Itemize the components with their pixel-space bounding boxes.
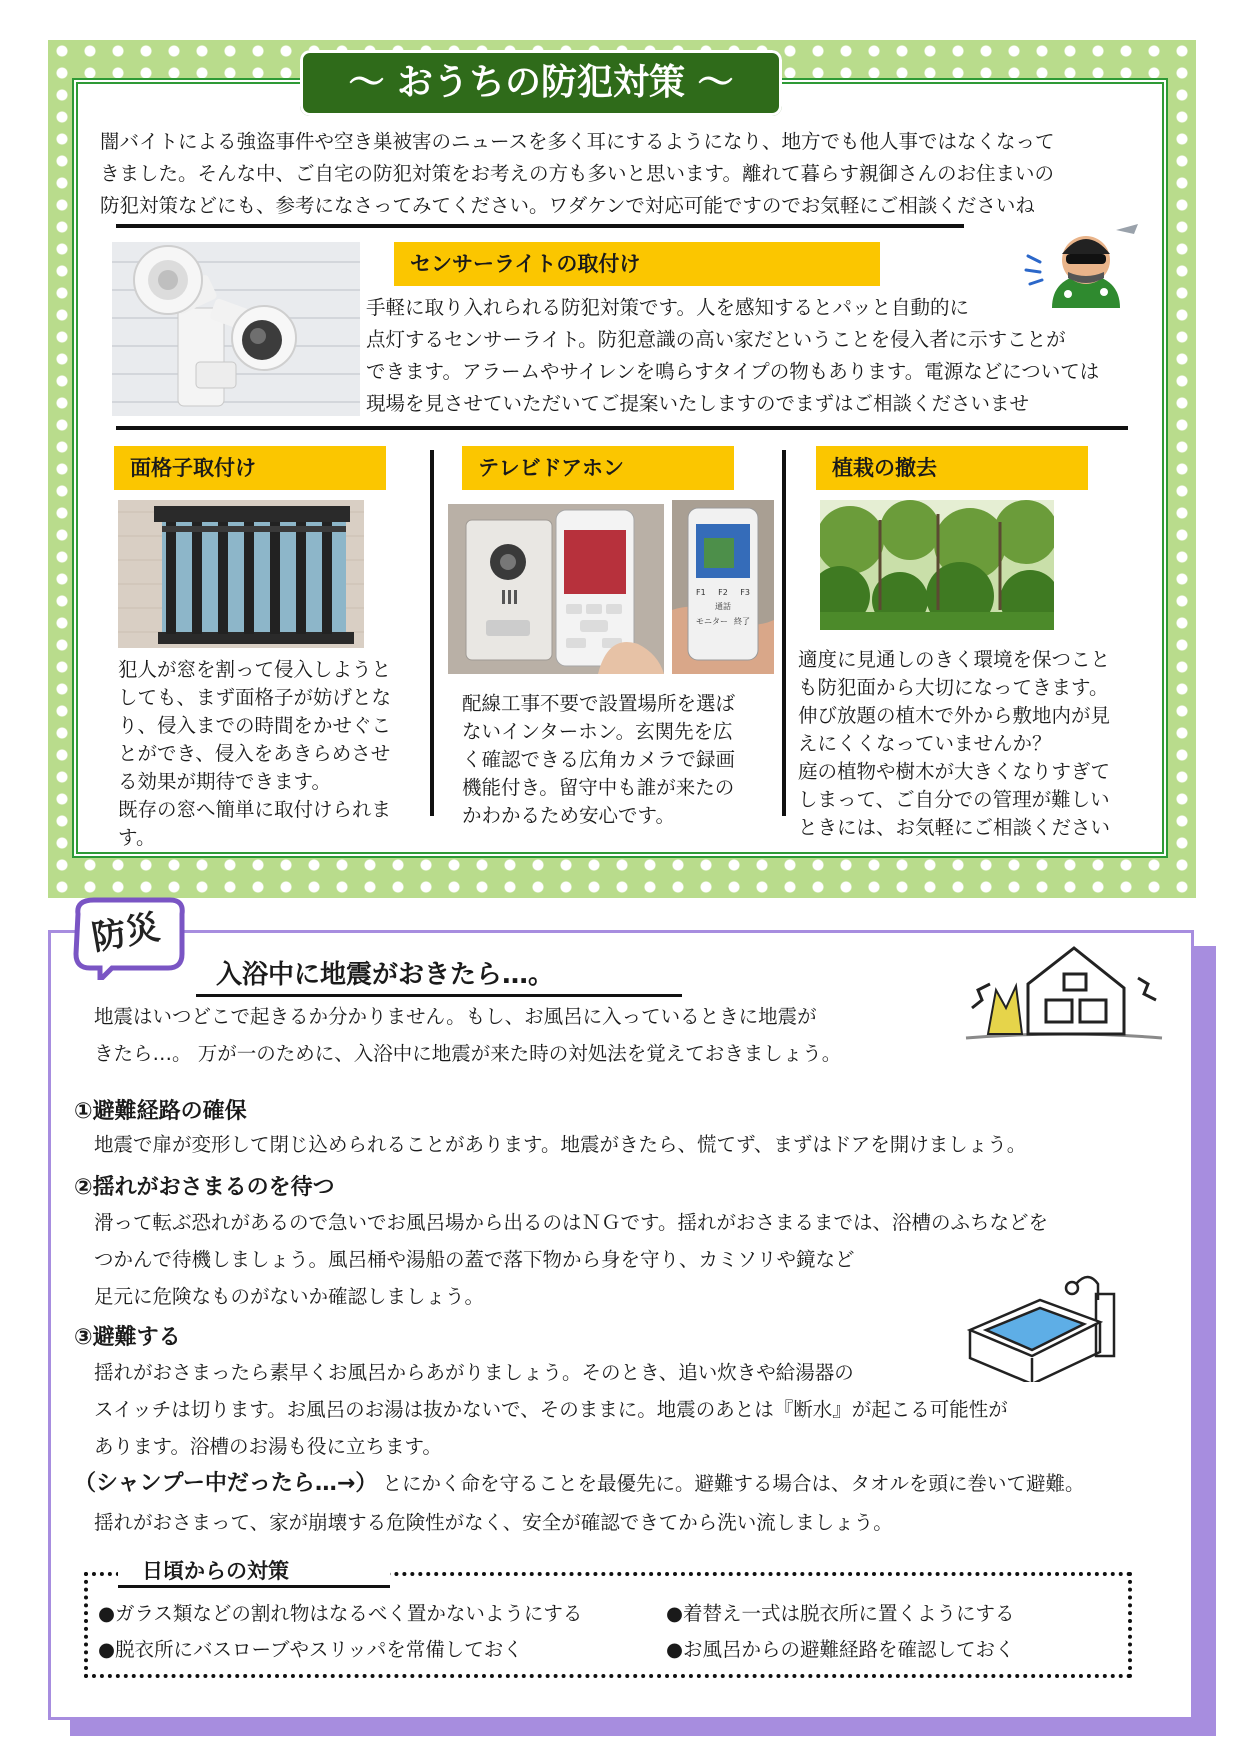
crime-intro: [100, 126, 1160, 222]
shampoo-text: とにかく命を守ることを最優先に。避難する場合は、タオルを頭に巻いて避難。: [382, 1472, 1085, 1495]
grille-line: とができ、侵入をあきらめさせ: [118, 742, 391, 765]
grille-line: 犯人が窓を割って侵入しようと: [118, 658, 392, 681]
sensor-line: できます。アラームやサイレンを鳴らすタイプの物もあります。電源などについては: [366, 360, 1100, 383]
step2-heading: ②揺れがおさまるのを待つ: [74, 1175, 335, 1200]
plants-line: しまって、ご自分での管理が難しい: [798, 788, 1110, 811]
step2-line: 足元に危険なものがないか確認しましょう。: [94, 1285, 485, 1308]
sensor-light-photo: [112, 242, 360, 416]
sensor-line: 手軽に取り入れられる防犯対策です。人を感知するとパッと自動的に: [366, 296, 969, 319]
sensor-line: 点灯するセンサーライト。防犯意識の高い家だということを侵入者に示すことが: [366, 328, 1066, 351]
grille-line: る効果が期待できます。: [118, 770, 331, 793]
plants-line: 庭の植物や樹木が大きくなりすぎて: [798, 760, 1111, 783]
intro-line: 防犯対策などにも、参考になさってみてください。ワダケンで対応可能ですのでお気軽にご相談くださいね: [100, 194, 1035, 217]
grille-line: しても、まず面格子が妨げとな: [118, 686, 392, 709]
bousai-title: 入浴中に地震がおきたら…。: [196, 956, 682, 997]
bousai-intro: [94, 998, 954, 1072]
grille-heading: 面格子取付け: [114, 446, 386, 490]
daily-measure-item: ●ガラス類などの割れ物はなるべく置かないようにする: [98, 1602, 583, 1625]
intro-line: 闇バイトによる強盗事件や空き巣被害のニュースを多く耳にするようになり、地方でも他人事ではなくなって: [100, 130, 1055, 153]
column-divider: [430, 450, 434, 816]
shampoo-note: [74, 1466, 1194, 1497]
garden-photo: [820, 500, 1054, 630]
daily-measures-heading: 日頃からの対策: [118, 1556, 390, 1588]
grille-photo: [118, 500, 364, 648]
plants-line: ときには、お気軽にご相談ください: [798, 816, 1111, 839]
daily-measure-item: ●脱衣所にバスローブやスリッパを常備しておく: [98, 1638, 523, 1661]
shampoo-line2: 揺れがおさまって、家が崩壊する危険性がなく、安全が確認できてから洗い流しましょう。: [94, 1511, 893, 1534]
plants-line: えにくくなっていませんか？: [798, 732, 1052, 755]
handset-button-label: モニター: [696, 617, 728, 626]
daily-measure-item: ●お風呂からの避難経路を確認しておく: [666, 1638, 1015, 1661]
column-divider: [782, 450, 786, 816]
step3-line: 揺れがおさまったら素早くお風呂からあがりましょう。そのとき、追い炊きや給湯器の: [94, 1361, 854, 1384]
crime-section-title: ～ おうちの防犯対策 ～: [300, 50, 782, 116]
handset-button-label: F3: [740, 588, 750, 597]
doorphone-photo: [448, 504, 664, 674]
plants-line: 適度に見通しのきく環境を保つこと: [798, 648, 1111, 671]
doorphone-text: [462, 690, 762, 830]
plants-heading: 植栽の撤去: [816, 446, 1088, 490]
divider: [116, 426, 1128, 430]
doorphone-line: 機能付き。留守中も誰が来たの: [462, 776, 735, 799]
sensor-light-text: [366, 292, 1166, 420]
daily-measure-item: ●着替え一式は脱衣所に置くようにする: [666, 1602, 1015, 1625]
handset-button-label: F2: [718, 588, 728, 597]
doorphone-line: 配線工事不要で設置場所を選ば: [462, 692, 736, 715]
step3-line: あります。浴槽のお湯も役に立ちます。: [94, 1435, 442, 1458]
doorphone-line: かわかるため安心です。: [462, 804, 675, 827]
grille-text: [118, 656, 418, 852]
intro-line: きました。そんな中、ご自宅の防犯対策をお考えの方も多いと思います。離れて暮らす親御さんのお住まいの: [100, 162, 1054, 185]
grille-line: 既存の窓へ簡単に取付けられま: [118, 798, 392, 821]
handset-photo: [672, 500, 774, 674]
bousai-intro-line: 地震はいつどこで起きるか分かりません。もし、お風呂に入っているときに地震が: [94, 1005, 817, 1028]
divider: [116, 224, 964, 228]
sensor-light-heading: センサーライトの取付け: [394, 242, 880, 286]
grille-line: り、侵入までの時間をかせぐこ: [118, 714, 392, 737]
bousai-badge-text: 防災: [89, 907, 163, 959]
doorphone-line: く確認できる広角カメラで録画: [462, 748, 736, 771]
plants-text: [798, 646, 1170, 842]
bousai-badge: [68, 896, 186, 980]
step1-line: 地震で扉が変形して閉じ込められることがあります。地震がきたら、慌てず、まずはドアを開けましょう。: [94, 1133, 1027, 1156]
step1-heading: ①避難経路の確保: [74, 1099, 247, 1124]
sensor-line: 現場を見させていただいてご提案いたしますのでまずはご相談くださいませ: [366, 392, 1030, 415]
handset-buttons: [696, 588, 750, 627]
doorphone-heading: テレビドアホン: [462, 446, 734, 490]
handset-button-label: 終了: [734, 617, 750, 626]
earthquake-house-icon: [958, 938, 1166, 1044]
shampoo-label: （シャンプー中だったら…→）: [74, 1471, 378, 1496]
step3-heading: ③避難する: [74, 1325, 181, 1350]
step2-line: つかんで待機しましょう。風呂桶や湯船の蓋で落下物から身を守り、カミソリや鏡など: [94, 1248, 855, 1271]
plants-line: 伸び放題の植木で外から敷地内が見: [798, 704, 1111, 727]
doorphone-line: ないインターホン。玄関先を広: [462, 720, 733, 743]
handset-button-label: 通話: [715, 602, 731, 611]
step2-line: 滑って転ぶ恐れがあるので急いでお風呂場から出るのはＮＧです。揺れがおさまるまでは、浴槽のふちなどを: [94, 1211, 1048, 1234]
daily-measures-list: [98, 1596, 1118, 1668]
handset-button-label: F1: [696, 588, 706, 597]
bousai-intro-line: きたら…。 万が一のために、入浴中に地震が来た時の対処法を覚えておきましょう。: [94, 1042, 842, 1065]
plants-line: も防犯面から大切になってきます。: [798, 676, 1109, 699]
grille-line: す。: [118, 826, 156, 849]
step3-text: [94, 1354, 1174, 1465]
step3-line: スイッチは切ります。お風呂のお湯は抜かないで、そのままに。地震のあとは『断水』が起こる可能性が: [94, 1398, 1008, 1421]
